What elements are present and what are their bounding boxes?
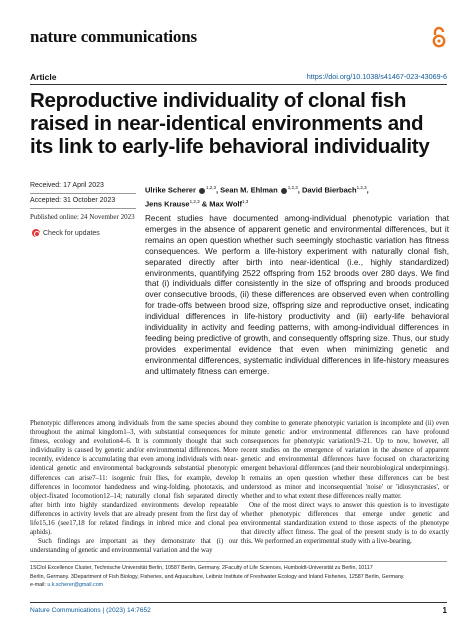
body-column-left xyxy=(30,419,238,555)
author-name[interactable]: Jens Krause xyxy=(145,199,190,208)
check-for-updates-button[interactable] xyxy=(32,229,100,237)
author-affiliation: 1,2,3 xyxy=(287,185,298,190)
check-for-updates-label: Check for updates xyxy=(43,229,100,237)
page-number: 1 xyxy=(442,606,447,615)
body-column-right xyxy=(241,419,449,546)
body-paragraph: Such findings are important as they demonstrate that (i) our understanding of genetic and environmental variation and the way xyxy=(30,538,238,555)
accepted-date: Accepted: 31 October 2023 xyxy=(30,197,116,204)
received-date: Received: 17 April 2023 xyxy=(30,182,104,189)
body-paragraph: they combine to generate phenotypic variation is incomplete and (ii) even minute genetic and/or environmental differences can have profound consequences for phenotypic variation19–21. Up to now, however, all recent studies on the emergence of variation in the absence of apparent genetic and environmental differences have focused on characterizing emergent behavioral differences (and their neurobiological underpinnings). It remains an open question whether these differences can be best understood as minor and inconsequential 'noise' or 'idiosyncrasies', or whether and to what extent these differences really matter. xyxy=(241,420,449,500)
author-name[interactable]: Max Wolf xyxy=(209,199,242,208)
meta-divider xyxy=(30,193,136,194)
body-paragraph: Phenotypic differences among individuals from the same species abound throughout the animal kingdom1–3, with substantial consequences for fitness, ecology and evolution4–6. It is commonly thought that such individuality is caused by genetic and/or environmental differences. More recently, evidence is accumulating that even among individuals with near-identical genetic and environmental backgrounds substantial phenotypic differences can arise7–11: isogenic fruit flies, for example, develop differences in locomotor handedness and wing-folding, phototaxis, and object-fixated locomotion12–14; naturally clonal fish separated directly after birth into highly standardized environments develop repeatable differences in activity levels that are already present from the first day of life15,16 (see17,18 for related findings in inbred mice and clonal pea aphids). xyxy=(30,420,238,537)
author-affiliation: 1,2,3 xyxy=(189,198,200,204)
header-divider xyxy=(30,84,447,85)
author-name[interactable]: Ulrike Scherer xyxy=(145,185,196,195)
body-paragraph: One of the most direct ways to answer this question is to investigate whether phenotypic differences that emerge under genetic and environmental standardization extend to those aspects of the phenotype that directly affect fitness. The goal of the present study is to do exactly this. We performed an experimental study with a live-bearing, xyxy=(241,501,449,546)
orcid-icon[interactable] xyxy=(199,188,205,194)
email-line xyxy=(30,581,450,590)
article-title: Reproductive individuality of clonal fish raised in near-identical environments and its link to early-life behavioral individuality xyxy=(30,89,430,158)
author-name[interactable]: David Bierbach xyxy=(301,185,357,195)
email-prefix: e-mail: xyxy=(30,582,48,589)
affiliations-footnote xyxy=(30,564,450,590)
footer-citation: Nature Communications | (2023) 14:7652 xyxy=(30,607,151,614)
author-name[interactable]: Sean M. Ehlman xyxy=(220,185,278,195)
published-date: Published online: 24 November 2023 xyxy=(30,213,135,221)
abstract: Recent studies have documented among-individual phenotypic variation that emerges in the absence of apparent genetic and environmental differences, but it remains an open question whether such seemingly stochastic variation has fitness consequences. We perform a life-history experiment with naturally clonal fish, separated directly after birth into near-identical (i.e., highly standardized) environments, quantifying 2522 offspring from 152 broods over 280 days. We find that (i) individuals differ consistently in the size of offspring and broods produced over consecutive broods, (ii) these differences are observed even when controlling for trade-offs between brood size, offspring size and reproductive onset, indicating individual differences in life-history productivity and (iii) early-life behavioral individuality in activity and feeding patterns, with among-individual differences in feeding being predictive of growth, and consequently offspring size. Thus, our study provides experimental evidence that even when minimizing genetic and environmental differences, systematic individual differences in life-history measures and ultimately fitness can emerge. xyxy=(145,214,449,376)
footer-divider xyxy=(30,602,447,603)
author-affiliation: 1,2,3 xyxy=(205,185,216,190)
crossmark-icon xyxy=(32,229,40,237)
meta-divider xyxy=(30,208,136,209)
email-link[interactable]: u.k.scherer@gmail.com xyxy=(47,582,104,589)
affiliation-line: Berlin, Germany. 3Department of Fish Biology, Fisheries, and Aquaculture, Leibniz Institute of Freshwater Ecology and Inland Fisheries, 12587 Berlin, Germany. xyxy=(30,573,405,580)
author-affiliation: 1,2,3 xyxy=(356,185,367,190)
journal-name: nature communications xyxy=(30,27,197,46)
doi-link[interactable]: https://doi.org/10.1038/s41467-023-43069-6 xyxy=(306,72,447,81)
footnote-divider xyxy=(30,561,447,562)
affiliation-line: 1SCIoI Excellence Cluster, Technische Universität Berlin, 10587 Berlin, Germany. 2Faculty of Life Sciences, Humboldt-Universität zu Berlin, 10117 xyxy=(30,565,373,571)
orcid-icon[interactable] xyxy=(281,188,287,194)
open-access-icon xyxy=(431,26,447,48)
author-list: Ulrike Scherer $^{1,2,3}$, Sean M. Ehlman $^{1,2,3}$, David Bierbach$^{1,2,3}$, Jens Krause$^{1,2,3}$ & Max Wolf$^{1,3}$ xyxy=(145,185,369,208)
author-affiliation: 1,3 xyxy=(242,198,249,204)
article-type-label: Article xyxy=(30,72,57,82)
